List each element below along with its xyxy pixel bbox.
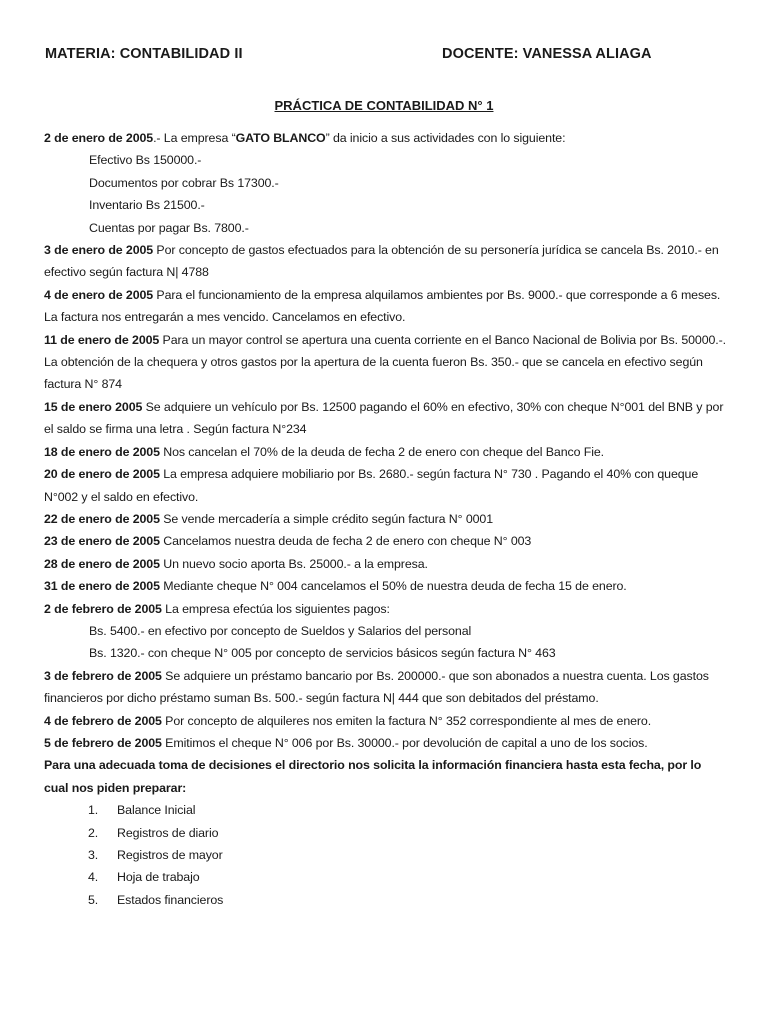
task-list — [44, 799, 726, 911]
task-label: Registros de diario — [117, 825, 219, 840]
closing-instruction: Para una adecuada toma de decisiones el directorio nos solicita la información financiera hasta esta fecha, por lo cual nos piden preparar: — [44, 758, 702, 795]
entry-date: 4 de enero de 2005 — [44, 287, 154, 302]
task-item — [44, 844, 726, 866]
payment-item: Bs. 1320.- con cheque N° 005 por concepto de servicios básicos según factura N° 463 — [89, 646, 556, 661]
task-item — [44, 889, 726, 911]
entry-date: 2 de enero de 2005 — [44, 131, 154, 145]
asset-item: Documentos por cobrar Bs 17300.- — [89, 175, 279, 190]
transaction-entry — [44, 284, 726, 329]
entry-date: 18 de enero de 2005 — [44, 444, 160, 459]
transaction-entry — [44, 598, 726, 620]
entry-text: La empresa adquiere mobiliario por Bs. 2680.- según factura N° 730 . Pagando el 40% con queque N°002 y el saldo en efectivo. — [44, 467, 699, 504]
entry-date: 2 de febrero de 2005 — [44, 601, 162, 616]
transaction-entry — [44, 665, 726, 710]
entry-text: Cancelamos nuestra deuda de fecha 2 de enero con cheque N° 003 — [159, 534, 532, 549]
transaction-entry — [44, 441, 726, 463]
document-body — [44, 127, 726, 911]
entry-text: La empresa efectúa los siguientes pagos: — [161, 601, 390, 616]
transaction-entry — [44, 329, 726, 396]
entry-text: Se vende mercadería a simple crédito según factura N° 0001 — [159, 511, 493, 526]
asset-item: Efectivo Bs 150000.- — [89, 153, 202, 168]
entry-date: 28 de enero de 2005 — [44, 556, 160, 571]
asset-item: Inventario Bs 21500.- — [89, 198, 205, 213]
transaction-entry — [44, 553, 726, 575]
payment-item: Bs. 5400.- en efectivo por concepto de Sueldos y Salarios del personal — [89, 623, 472, 638]
entry-text: Emitimos el cheque N° 006 por Bs. 30000.- por devolución de capital a uno de los socios. — [161, 735, 648, 750]
transaction-entry — [44, 732, 726, 754]
company-name: GATO BLANCO — [235, 131, 326, 145]
subject-header: MATERIA: CONTABILIDAD II — [45, 46, 243, 62]
entry-date: 5 de febrero de 2005 — [44, 735, 162, 750]
entry-text: Para el funcionamiento de la empresa alquilamos ambientes por Bs. 9000.- que corresponde a 6 meses. La factura nos entregarán a mes vencido. Cancelamos en efectivo. — [44, 287, 721, 325]
transaction-entry — [44, 508, 726, 530]
intro-paragraph — [44, 127, 726, 149]
entry-date: 4 de febrero de 2005 — [44, 713, 162, 728]
entry-text: Para un mayor control se apertura una cuenta corriente en el Banco Nacional de Bolivia por Bs. 50000.-. La obtención de la chequera y otros gastos por la apertura de la cuenta fueron Bs. 350.- que se cancela en efectivo según factura N° 874 — [44, 332, 726, 392]
task-number: 3. — [88, 848, 99, 862]
entry-text: ” da inicio a sus actividades con lo siguiente: — [325, 131, 566, 145]
entry-text: Un nuevo socio aporta Bs. 25000.- a la empresa. — [159, 556, 428, 571]
entry-text: .- La empresa “ — [153, 131, 236, 145]
asset-item: Cuentas por pagar Bs. 7800.- — [89, 220, 249, 235]
transaction-entry — [44, 396, 726, 441]
transaction-entry — [44, 530, 726, 552]
transaction-entry — [44, 710, 726, 732]
transaction-entry — [44, 463, 726, 508]
transaction-entry — [44, 575, 726, 597]
task-item — [44, 866, 726, 888]
entry-text: Se adquiere un vehículo por Bs. 12500 pagando el 60% en efectivo, 30% con cheque N°001 del BNB y por el saldo se firma una letra . Según factura N°234 — [44, 399, 724, 437]
entry-text: Nos cancelan el 70% de la deuda de fecha 2 de enero con cheque del Banco Fie. — [159, 444, 604, 459]
task-label: Hoja de trabajo — [117, 870, 200, 885]
task-number: 5. — [88, 892, 99, 907]
entry-text: Por concepto de alquileres nos emiten la factura N° 352 correspondiente al mes de enero. — [161, 713, 652, 728]
task-label: Estados financieros — [117, 892, 224, 907]
task-item — [44, 822, 726, 844]
entry-date: 3 de febrero de 2005 — [44, 668, 162, 683]
task-number: 2. — [88, 825, 99, 840]
task-label: Registros de mayor — [117, 848, 223, 862]
entry-date: 22 de enero de 2005 — [44, 511, 160, 526]
task-label: Balance Inicial — [117, 803, 196, 818]
entry-date: 15 de enero 2005 — [44, 399, 143, 414]
entry-date: 23 de enero de 2005 — [44, 534, 160, 549]
transaction-entry — [44, 239, 726, 284]
entry-date: 20 de enero de 2005 — [44, 467, 160, 482]
entry-date: 11 de enero de 2005 — [44, 332, 160, 347]
entry-text: Por concepto de gastos efectuados para la obtención de su personería jurídica se cancela Bs. 2010.- en efectivo según factura N| 4788 — [44, 243, 719, 280]
task-number: 1. — [88, 803, 99, 818]
entry-date: 31 de enero de 2005 — [44, 579, 160, 594]
page-title: PRÁCTICA DE CONTABILIDAD N° 1 — [274, 98, 494, 113]
teacher-header: DOCENTE: VANESSA ALIAGA — [442, 46, 652, 62]
entry-date: 3 de enero de 2005 — [44, 243, 154, 258]
entry-text: Mediante cheque N° 004 cancelamos el 50% de nuestra deuda de fecha 15 de enero. — [159, 579, 627, 594]
task-item — [44, 799, 726, 821]
entry-text: Se adquiere un préstamo bancario por Bs. 200000.- que son abonados a nuestra cuenta. Los gastos financieros por dicho préstamo suman Bs. 500.- según factura N| 444 que son debitados del préstamo. — [44, 668, 709, 706]
task-number: 4. — [88, 870, 99, 885]
